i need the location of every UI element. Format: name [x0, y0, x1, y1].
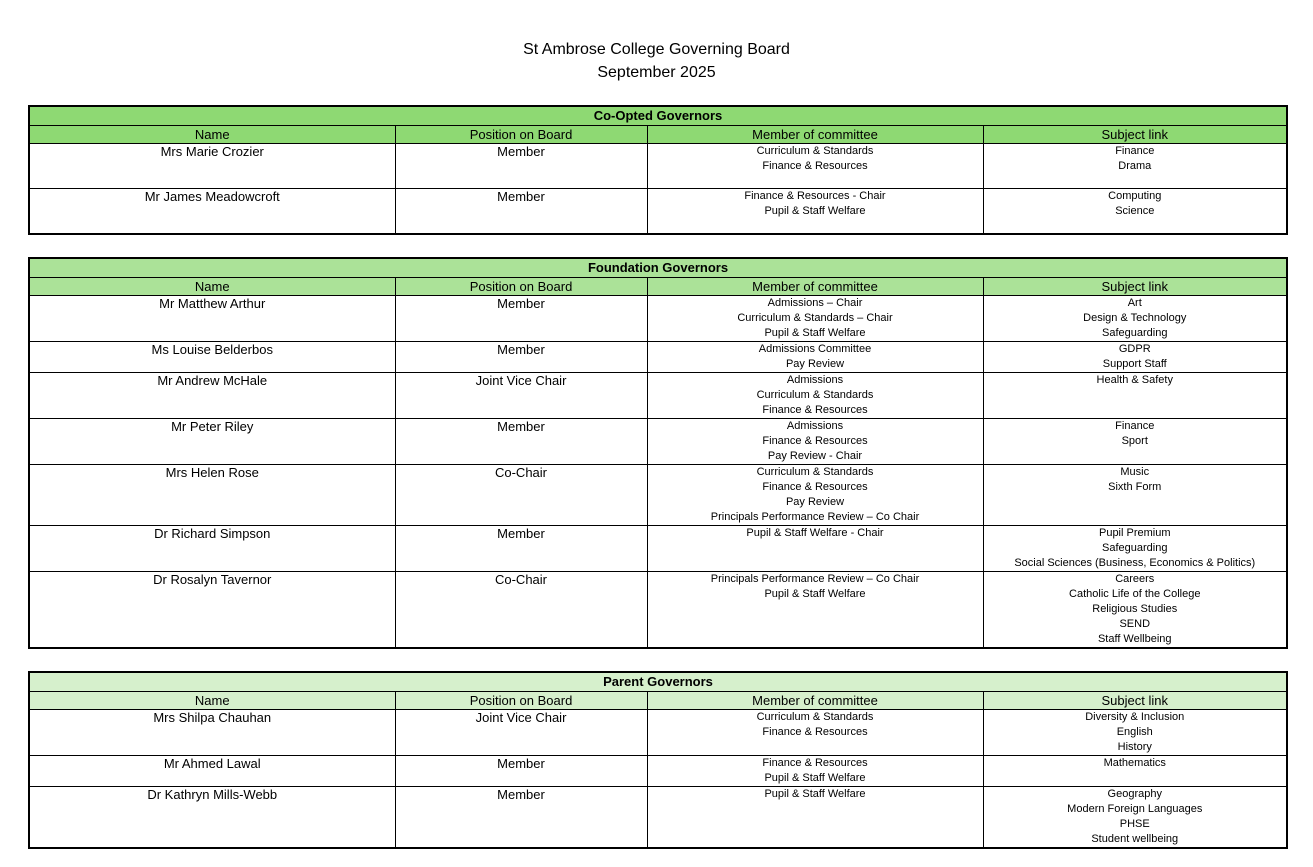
column-header-2: Member of committee	[647, 278, 983, 296]
governor-committees	[647, 787, 983, 849]
subject-line: Music	[1120, 466, 1150, 478]
column-header-row	[29, 126, 1287, 144]
governor-name: Dr Rosalyn Tavernor	[29, 572, 395, 649]
governors-table-2	[28, 671, 1288, 849]
governor-committees	[647, 189, 983, 235]
subject-line: Support Staff	[1102, 358, 1167, 370]
committee-line: Finance & Resources	[762, 726, 868, 738]
column-header-3: Subject link	[983, 692, 1287, 710]
table-row	[29, 465, 1287, 526]
column-header-0: Name	[29, 692, 395, 710]
table-row	[29, 342, 1287, 373]
committee-line: Curriculum & Standards	[756, 389, 874, 401]
subject-line: SEND	[1119, 618, 1151, 630]
governor-name: Mr Peter Riley	[29, 419, 395, 465]
table-title-row	[29, 106, 1287, 126]
subject-line: Pupil Premium	[1098, 527, 1171, 539]
governor-position: Member	[395, 787, 647, 849]
committee-line: Finance & Resources	[762, 160, 868, 172]
table-row	[29, 526, 1287, 572]
governor-name: Mrs Helen Rose	[29, 465, 395, 526]
governor-committees	[647, 342, 983, 373]
committee-line: Pupil & Staff Welfare	[764, 205, 866, 217]
committee-line: Admissions – Chair	[767, 297, 863, 309]
committee-line: Curriculum & Standards	[756, 711, 874, 723]
subject-line: Staff Wellbeing	[1097, 633, 1172, 645]
governor-position: Member	[395, 419, 647, 465]
title-line-2: September 2025	[597, 64, 716, 81]
committee-line: Pupil & Staff Welfare	[764, 788, 866, 800]
governor-position: Member	[395, 756, 647, 787]
subject-line: Computing	[1108, 190, 1162, 202]
governor-position: Member	[395, 189, 647, 235]
governor-position: Co-Chair	[395, 465, 647, 526]
governor-position: Joint Vice Chair	[395, 710, 647, 756]
committee-line: Admissions	[786, 374, 844, 386]
subject-line: Sport	[1121, 435, 1148, 447]
column-header-2: Member of committee	[647, 126, 983, 144]
subject-line: Religious Studies	[1092, 603, 1178, 615]
table-title: Parent Governors	[29, 672, 1287, 692]
committee-line: Finance & Resources - Chair	[744, 190, 886, 202]
column-header-0: Name	[29, 278, 395, 296]
subject-line: Health & Safety	[1096, 374, 1173, 386]
governor-name: Mr James Meadowcroft	[29, 189, 395, 235]
governor-position: Member	[395, 526, 647, 572]
committee-line: Pupil & Staff Welfare	[764, 327, 866, 339]
subject-line: Design & Technology	[1083, 312, 1187, 324]
governor-name: Mr Andrew McHale	[29, 373, 395, 419]
subject-line: Catholic Life of the College	[1069, 588, 1201, 600]
table-title-row	[29, 672, 1287, 692]
committee-line: Pupil & Staff Welfare - Chair	[746, 527, 884, 539]
tables-container	[28, 105, 1286, 849]
governor-committees	[647, 710, 983, 756]
table-row	[29, 419, 1287, 465]
governor-subjects	[983, 572, 1287, 649]
governor-subjects	[983, 419, 1287, 465]
committee-line: Principals Performance Review – Co Chair	[710, 573, 920, 585]
governor-name: Ms Louise Belderbos	[29, 342, 395, 373]
governors-table-1	[28, 257, 1288, 649]
subject-line: English	[1116, 726, 1153, 738]
subject-line: GDPR	[1118, 343, 1151, 355]
governor-committees	[647, 756, 983, 787]
subject-line: Drama	[1118, 160, 1152, 172]
committee-line: Pupil & Staff Welfare	[764, 772, 866, 784]
governor-committees	[647, 144, 983, 189]
committee-line: Curriculum & Standards	[756, 466, 874, 478]
subject-line: Sixth Form	[1108, 481, 1162, 493]
column-header-1: Position on Board	[395, 692, 647, 710]
governor-name: Mr Matthew Arthur	[29, 296, 395, 342]
governor-committees	[647, 572, 983, 649]
governor-subjects	[983, 373, 1287, 419]
governor-subjects	[983, 787, 1287, 849]
subject-line: Diversity & Inclusion	[1085, 711, 1185, 723]
subject-line: Geography	[1107, 788, 1162, 800]
column-header-3: Subject link	[983, 278, 1287, 296]
governor-name: Dr Kathryn Mills-Webb	[29, 787, 395, 849]
table-row	[29, 756, 1287, 787]
governor-committees	[647, 465, 983, 526]
committee-line: Pay Review	[785, 358, 845, 370]
committee-line: Principals Performance Review – Co Chair	[710, 511, 920, 523]
committee-line: Finance & Resources	[762, 404, 868, 416]
committee-line: Pay Review - Chair	[767, 450, 863, 462]
table-row	[29, 189, 1287, 235]
table-row	[29, 710, 1287, 756]
column-header-1: Position on Board	[395, 278, 647, 296]
governor-subjects	[983, 710, 1287, 756]
governor-committees	[647, 373, 983, 419]
document-title	[0, 0, 1313, 84]
governor-subjects	[983, 296, 1287, 342]
table-title: Co-Opted Governors	[29, 106, 1287, 126]
governor-subjects	[983, 144, 1287, 189]
subject-line: Science	[1115, 205, 1155, 217]
governor-name: Mrs Shilpa Chauhan	[29, 710, 395, 756]
table-row	[29, 787, 1287, 849]
committee-line: Finance & Resources	[762, 757, 868, 769]
governor-name: Dr Richard Simpson	[29, 526, 395, 572]
committee-line: Admissions	[786, 420, 844, 432]
title-line-1: St Ambrose College Governing Board	[523, 41, 790, 58]
governor-committees	[647, 419, 983, 465]
subject-line: Student wellbeing	[1091, 833, 1179, 845]
governor-name: Mrs Marie Crozier	[29, 144, 395, 189]
committee-line: Pay Review	[785, 496, 845, 508]
committee-line: Finance & Resources	[762, 481, 868, 493]
table-row	[29, 144, 1287, 189]
subject-line: Careers	[1115, 573, 1155, 585]
governor-subjects	[983, 189, 1287, 235]
governor-position: Member	[395, 144, 647, 189]
subject-line: Safeguarding	[1102, 327, 1168, 339]
subject-line: Social Sciences (Business, Economics & Politics)	[1014, 557, 1256, 569]
subject-line: PHSE	[1119, 818, 1150, 830]
governor-subjects	[983, 526, 1287, 572]
governor-position: Joint Vice Chair	[395, 373, 647, 419]
governor-position: Member	[395, 342, 647, 373]
governor-subjects	[983, 465, 1287, 526]
committee-line: Curriculum & Standards – Chair	[737, 312, 893, 324]
table-title-row	[29, 258, 1287, 278]
column-header-2: Member of committee	[647, 692, 983, 710]
governors-table-0	[28, 105, 1288, 235]
governor-name: Mr Ahmed Lawal	[29, 756, 395, 787]
governor-committees	[647, 526, 983, 572]
committee-line: Pupil & Staff Welfare	[764, 588, 866, 600]
governor-position: Co-Chair	[395, 572, 647, 649]
column-header-0: Name	[29, 126, 395, 144]
subject-line: Mathematics	[1103, 757, 1166, 769]
column-header-row	[29, 692, 1287, 710]
subject-line: Modern Foreign Languages	[1067, 803, 1203, 815]
governor-subjects	[983, 756, 1287, 787]
governor-position: Member	[395, 296, 647, 342]
governor-committees	[647, 296, 983, 342]
table-title: Foundation Governors	[29, 258, 1287, 278]
governor-subjects	[983, 342, 1287, 373]
subject-line: History	[1117, 741, 1152, 753]
column-header-1: Position on Board	[395, 126, 647, 144]
committee-line: Curriculum & Standards	[756, 145, 874, 157]
subject-line: Finance	[1115, 420, 1155, 432]
subject-line: Finance	[1115, 145, 1155, 157]
column-header-row	[29, 278, 1287, 296]
committee-line: Admissions Committee	[758, 343, 872, 355]
subject-line: Safeguarding	[1102, 542, 1168, 554]
subject-line: Art	[1127, 297, 1142, 309]
table-row	[29, 373, 1287, 419]
table-row	[29, 572, 1287, 649]
column-header-3: Subject link	[983, 126, 1287, 144]
table-row	[29, 296, 1287, 342]
committee-line: Finance & Resources	[762, 435, 868, 447]
